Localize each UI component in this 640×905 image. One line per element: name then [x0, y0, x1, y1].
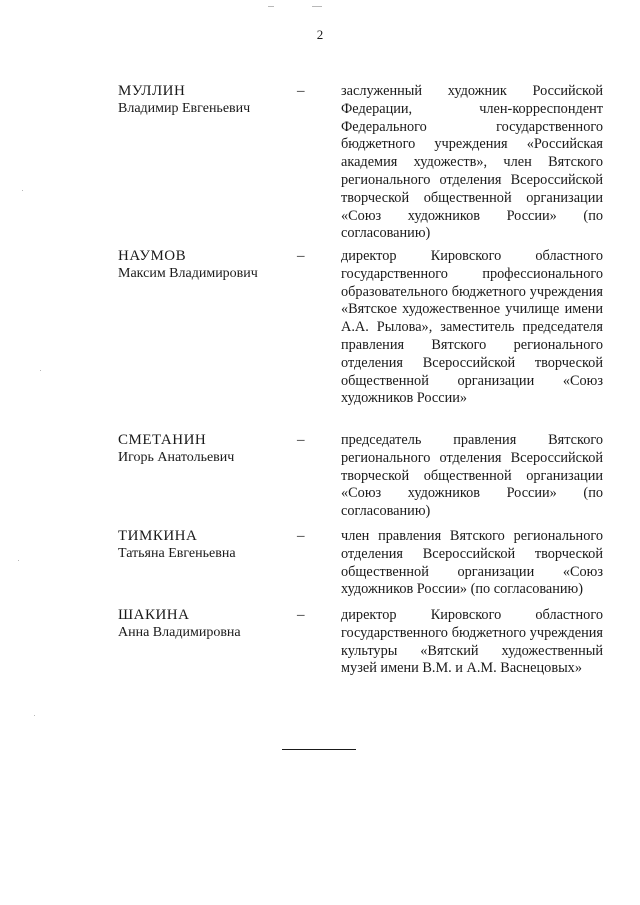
member-surname: МУЛЛИН [118, 83, 186, 99]
member-description: директор Кировского областного государственного бюджетного учреждения культуры «Вятский художественный музей имени В.М. и А.М. Васнецовых» [341, 607, 603, 677]
member-first-patronymic: Игорь Анатольевич [118, 450, 235, 465]
page-number: 2 [316, 27, 324, 42]
separator-dash: – [297, 607, 305, 623]
scan-speck [40, 370, 41, 371]
scan-speck [268, 6, 274, 7]
separator-dash: – [297, 528, 305, 544]
member-first-patronymic: Владимир Евгеньевич [118, 101, 251, 116]
member-description: директор Кировского областного государственного профессионального образовательного бюджетного учреждения «Вятское художественное училище имени А.А. Рылова», заместитель председателя правления Вятского регионального отделения Всероссийской творческой общественной организации «Союз художников России» [341, 248, 603, 407]
member-description: председатель правления Вятского регионального отделения Всероссийской творческой общественной организации «Союз художников России» (по согласованию) [341, 432, 603, 520]
separator-dash: – [297, 83, 305, 99]
member-first-patronymic: Анна Владимировна [118, 625, 241, 640]
scan-speck [22, 190, 23, 191]
member-surname: ТИМКИНА [118, 528, 198, 544]
member-description: заслуженный художник Российской Федерации, член-корреспондент Федерального государственного бюджетного учреждения «Российская академия художеств», член Вятского регионального отделения Всероссийской творческой общественной организации «Союз художников России» (по согласованию) [341, 83, 603, 242]
scan-speck [18, 560, 19, 561]
member-name-block [118, 607, 298, 641]
member-name-block [118, 528, 298, 562]
member-name-block [118, 432, 298, 466]
member-name-block [118, 83, 298, 117]
separator-dash: – [297, 248, 305, 264]
member-description: член правления Вятского регионального отделения Всероссийской творческой общественной организации «Союз художников России» (по согласованию) [341, 528, 603, 598]
end-of-list-rule [282, 749, 356, 750]
member-name-block [118, 248, 298, 282]
scan-speck [34, 715, 35, 716]
member-surname: СМЕТАНИН [118, 432, 207, 448]
scan-speck [312, 6, 322, 7]
member-surname: ШАКИНА [118, 607, 190, 623]
separator-dash: – [297, 432, 305, 448]
member-first-patronymic: Татьяна Евгеньевна [118, 546, 236, 561]
member-surname: НАУМОВ [118, 248, 187, 264]
member-first-patronymic: Максим Владимирович [118, 266, 258, 281]
